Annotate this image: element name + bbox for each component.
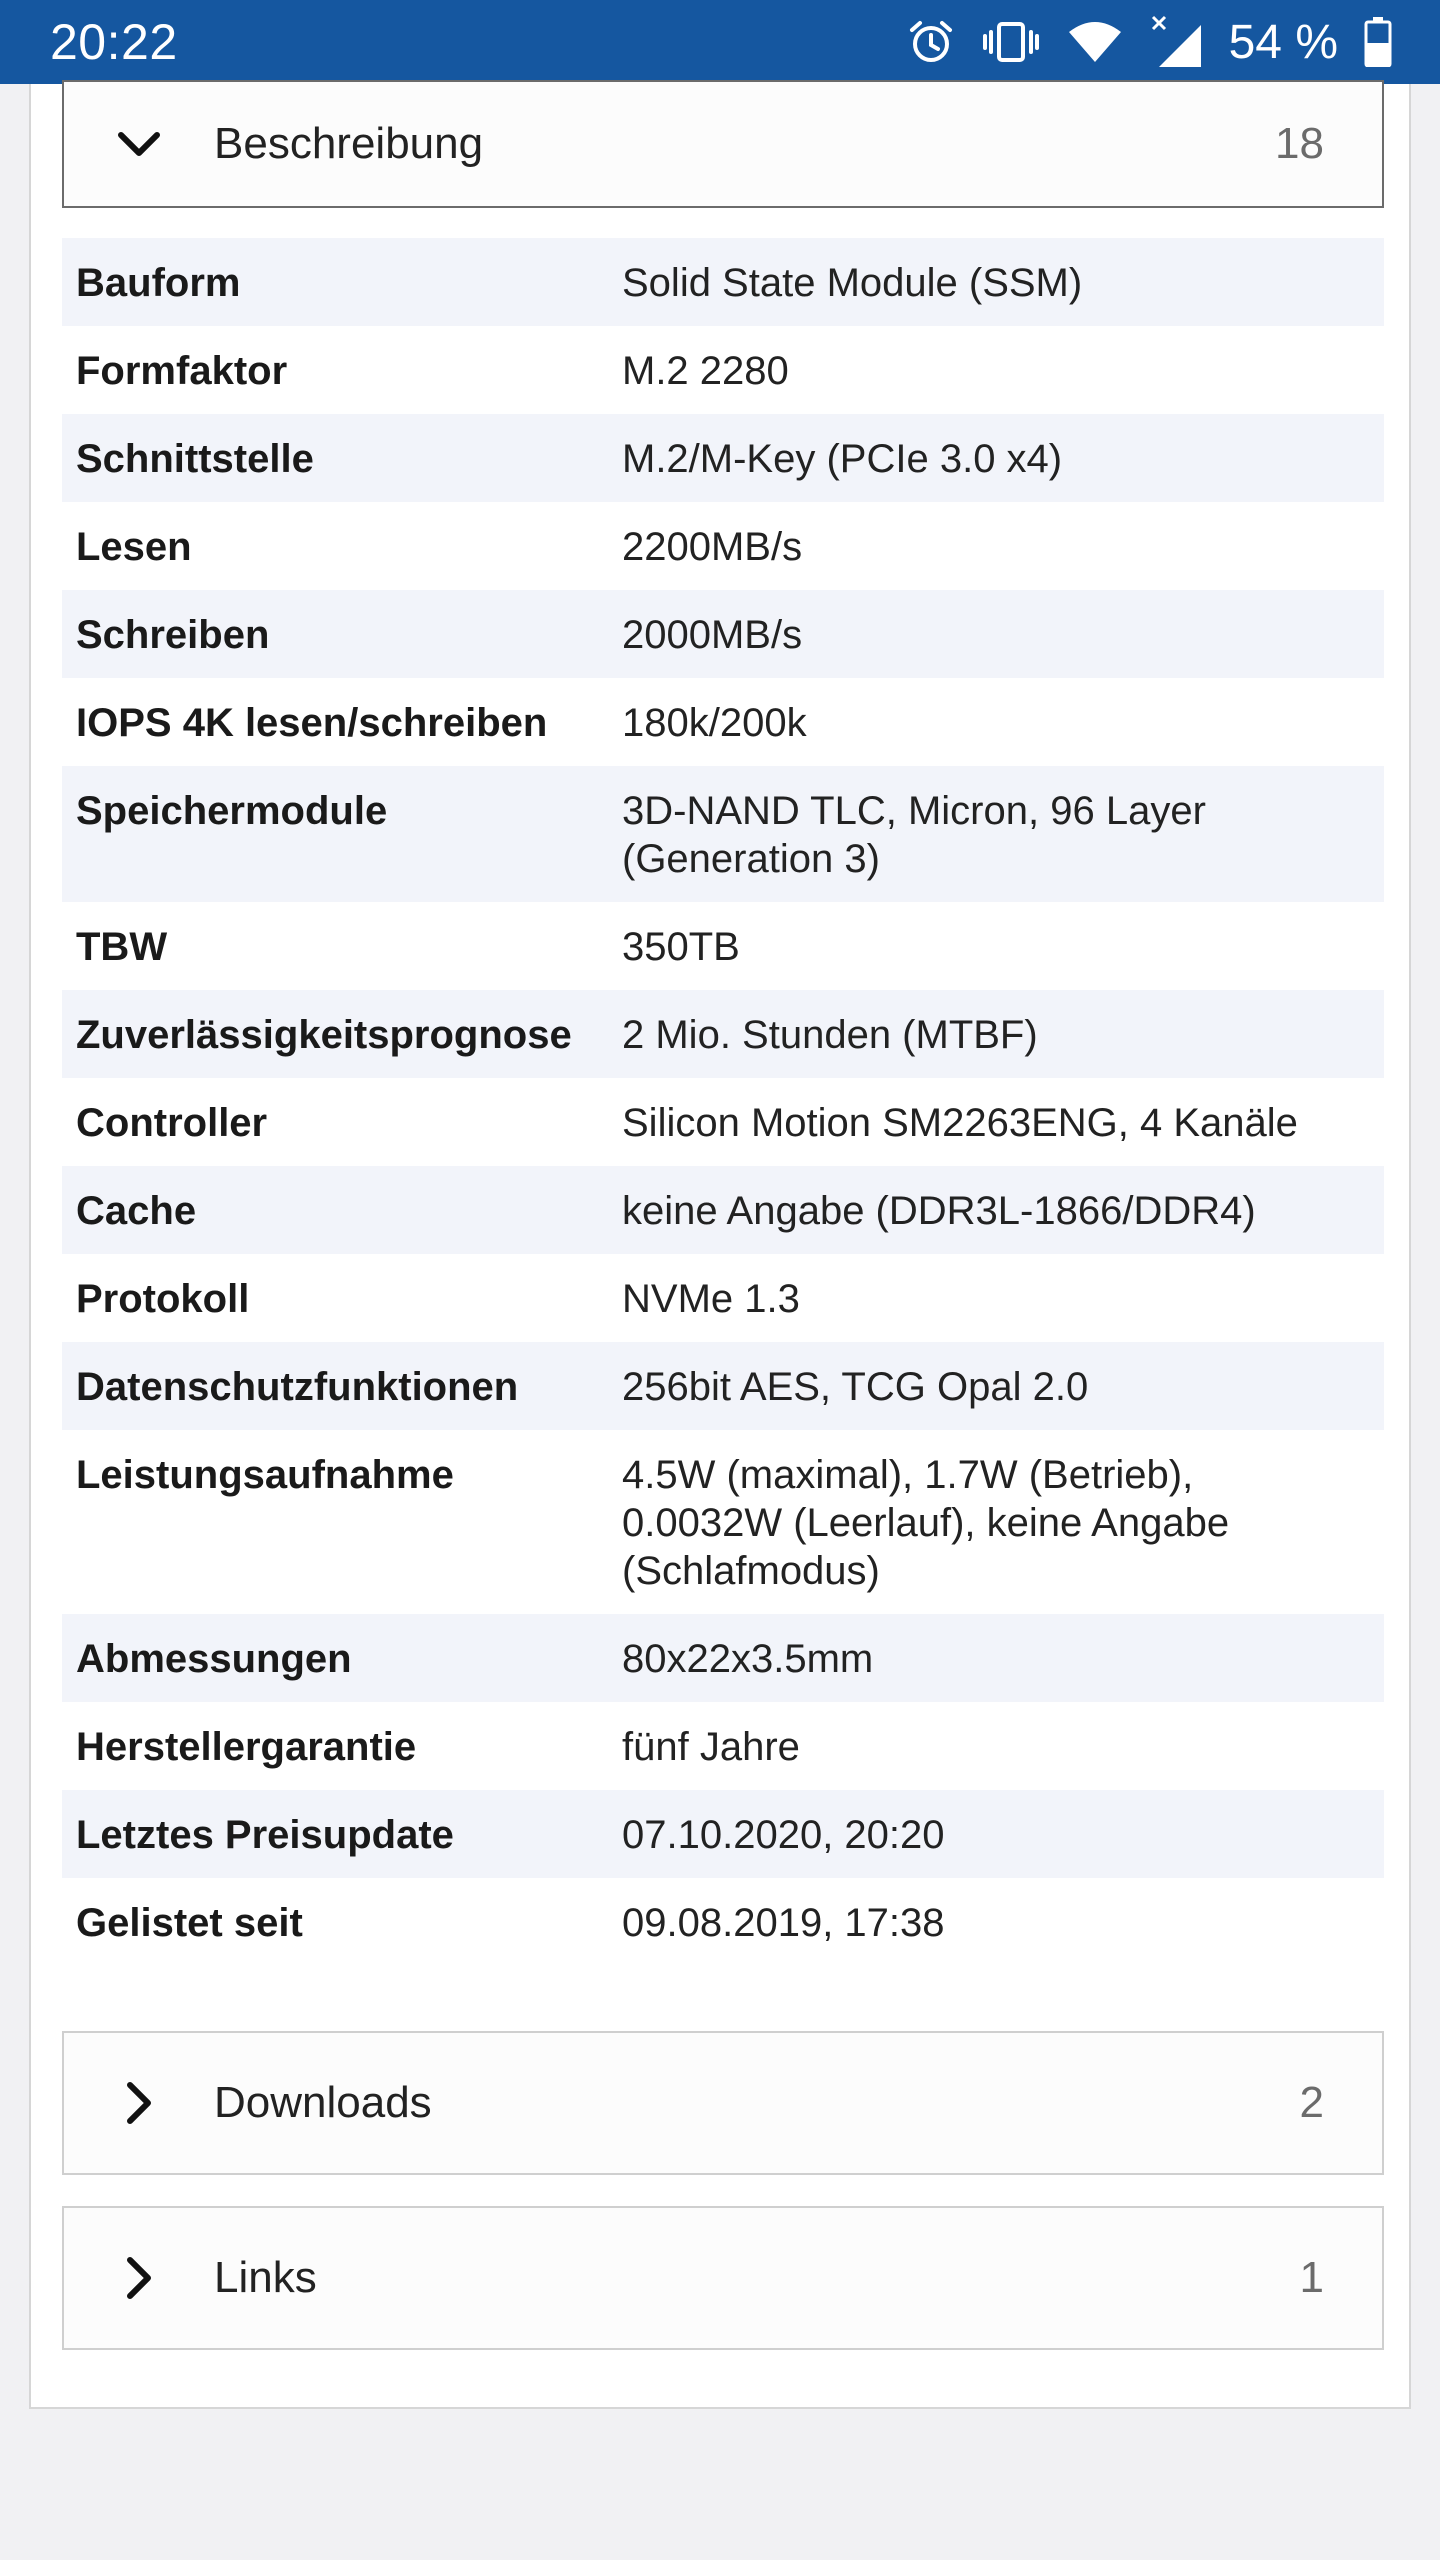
spec-row [62,1254,1384,1342]
spec-row [62,502,1384,590]
spec-key: Formfaktor [76,349,288,393]
spec-value: M.2/M-Key (PCIe 3.0 x4) [622,437,1063,481]
spec-row [62,678,1384,766]
spec-key: Zuverlässigkeitsprognose [76,1013,572,1057]
spec-row [62,766,1384,902]
wifi-icon [1067,18,1123,66]
status-bar [0,0,1440,84]
spec-key: Herstellergarantie [76,1725,417,1769]
description-section-header[interactable] [62,80,1384,208]
spec-value: Solid State Module (SSM) [622,261,1083,305]
spec-value: 3D-NAND TLC, Micron, 96 Layer (Generation 3) [622,789,1206,881]
spec-key: Letztes Preisupdate [76,1813,454,1857]
spec-value: 07.10.2020, 20:20 [622,1813,945,1857]
spec-value: 180k/200k [622,701,807,745]
spec-key: Datenschutzfunktionen [76,1365,519,1409]
downloads-section-count: 2 [1299,2078,1324,2127]
alarm-icon [907,18,955,66]
links-section-title: Links [214,2253,317,2302]
signal-icon [1149,15,1203,69]
spec-value: Silicon Motion SM2263ENG, 4 Kanäle [622,1101,1298,1145]
links-section-header[interactable] [62,2206,1384,2350]
spec-row [62,902,1384,990]
spec-key: Bauform [76,261,241,305]
spec-value: 2000MB/s [622,613,803,657]
spec-row [62,1078,1384,1166]
spec-key: Schreiben [76,613,270,657]
battery-percentage: 54 % [1228,15,1338,69]
spec-key: Lesen [76,525,192,569]
spec-value: NVMe 1.3 [622,1277,800,1321]
description-section-count: 18 [1275,119,1324,168]
spec-value: M.2 2280 [622,349,789,393]
spec-row [62,590,1384,678]
spec-key: Controller [76,1101,268,1145]
spec-key: Schnittstelle [76,437,314,481]
spec-value: 80x22x3.5mm [622,1637,874,1681]
status-time: 20:22 [50,14,178,70]
downloads-section-title: Downloads [214,2078,432,2127]
spec-value: 2 Mio. Stunden (MTBF) [622,1013,1038,1057]
spec-value: 09.08.2019, 17:38 [622,1901,945,1945]
spec-row [62,326,1384,414]
chevron-right-icon [64,2256,214,2300]
spec-key: Abmessungen [76,1637,352,1681]
spec-key: IOPS 4K lesen/schreiben [76,701,548,745]
spec-value: 350TB [622,925,740,969]
chevron-down-icon [64,129,214,159]
spec-row [62,1790,1384,1878]
spec-row [62,1166,1384,1254]
vibrate-icon [981,18,1041,66]
chevron-right-icon [64,2081,214,2125]
spec-value: fünf Jahre [622,1725,800,1769]
description-section-title: Beschreibung [214,119,484,168]
spec-key: Speichermodule [76,789,388,833]
spec-row [62,238,1384,326]
spec-row [62,990,1384,1078]
links-section-count: 1 [1299,2253,1324,2302]
spec-key: Cache [76,1189,197,1233]
spec-row [62,1702,1384,1790]
spec-value: 2200MB/s [622,525,803,569]
spec-row [62,1430,1384,1614]
status-icons [907,15,1392,70]
spec-key: Gelistet seit [76,1901,303,1945]
spec-row [62,1878,1384,1966]
spec-key: Protokoll [76,1277,250,1321]
spec-row [62,1342,1384,1430]
spec-row [62,1614,1384,1702]
downloads-section-header[interactable] [62,2031,1384,2175]
spec-value: keine Angabe (DDR3L-1866/DDR4) [622,1189,1256,1233]
product-details-card [29,84,1411,2409]
spec-key: TBW [76,925,168,969]
spec-key: Leistungsaufnahme [76,1453,454,1497]
spec-row [62,414,1384,502]
spec-value: 4.5W (maximal), 1.7W (Betrieb), 0.0032W (Leerlauf), keine Angabe (Schlafmodus) [622,1453,1230,1593]
battery-icon [1364,17,1392,67]
spec-table [62,238,1384,1966]
spec-value: 256bit AES, TCG Opal 2.0 [622,1365,1089,1409]
